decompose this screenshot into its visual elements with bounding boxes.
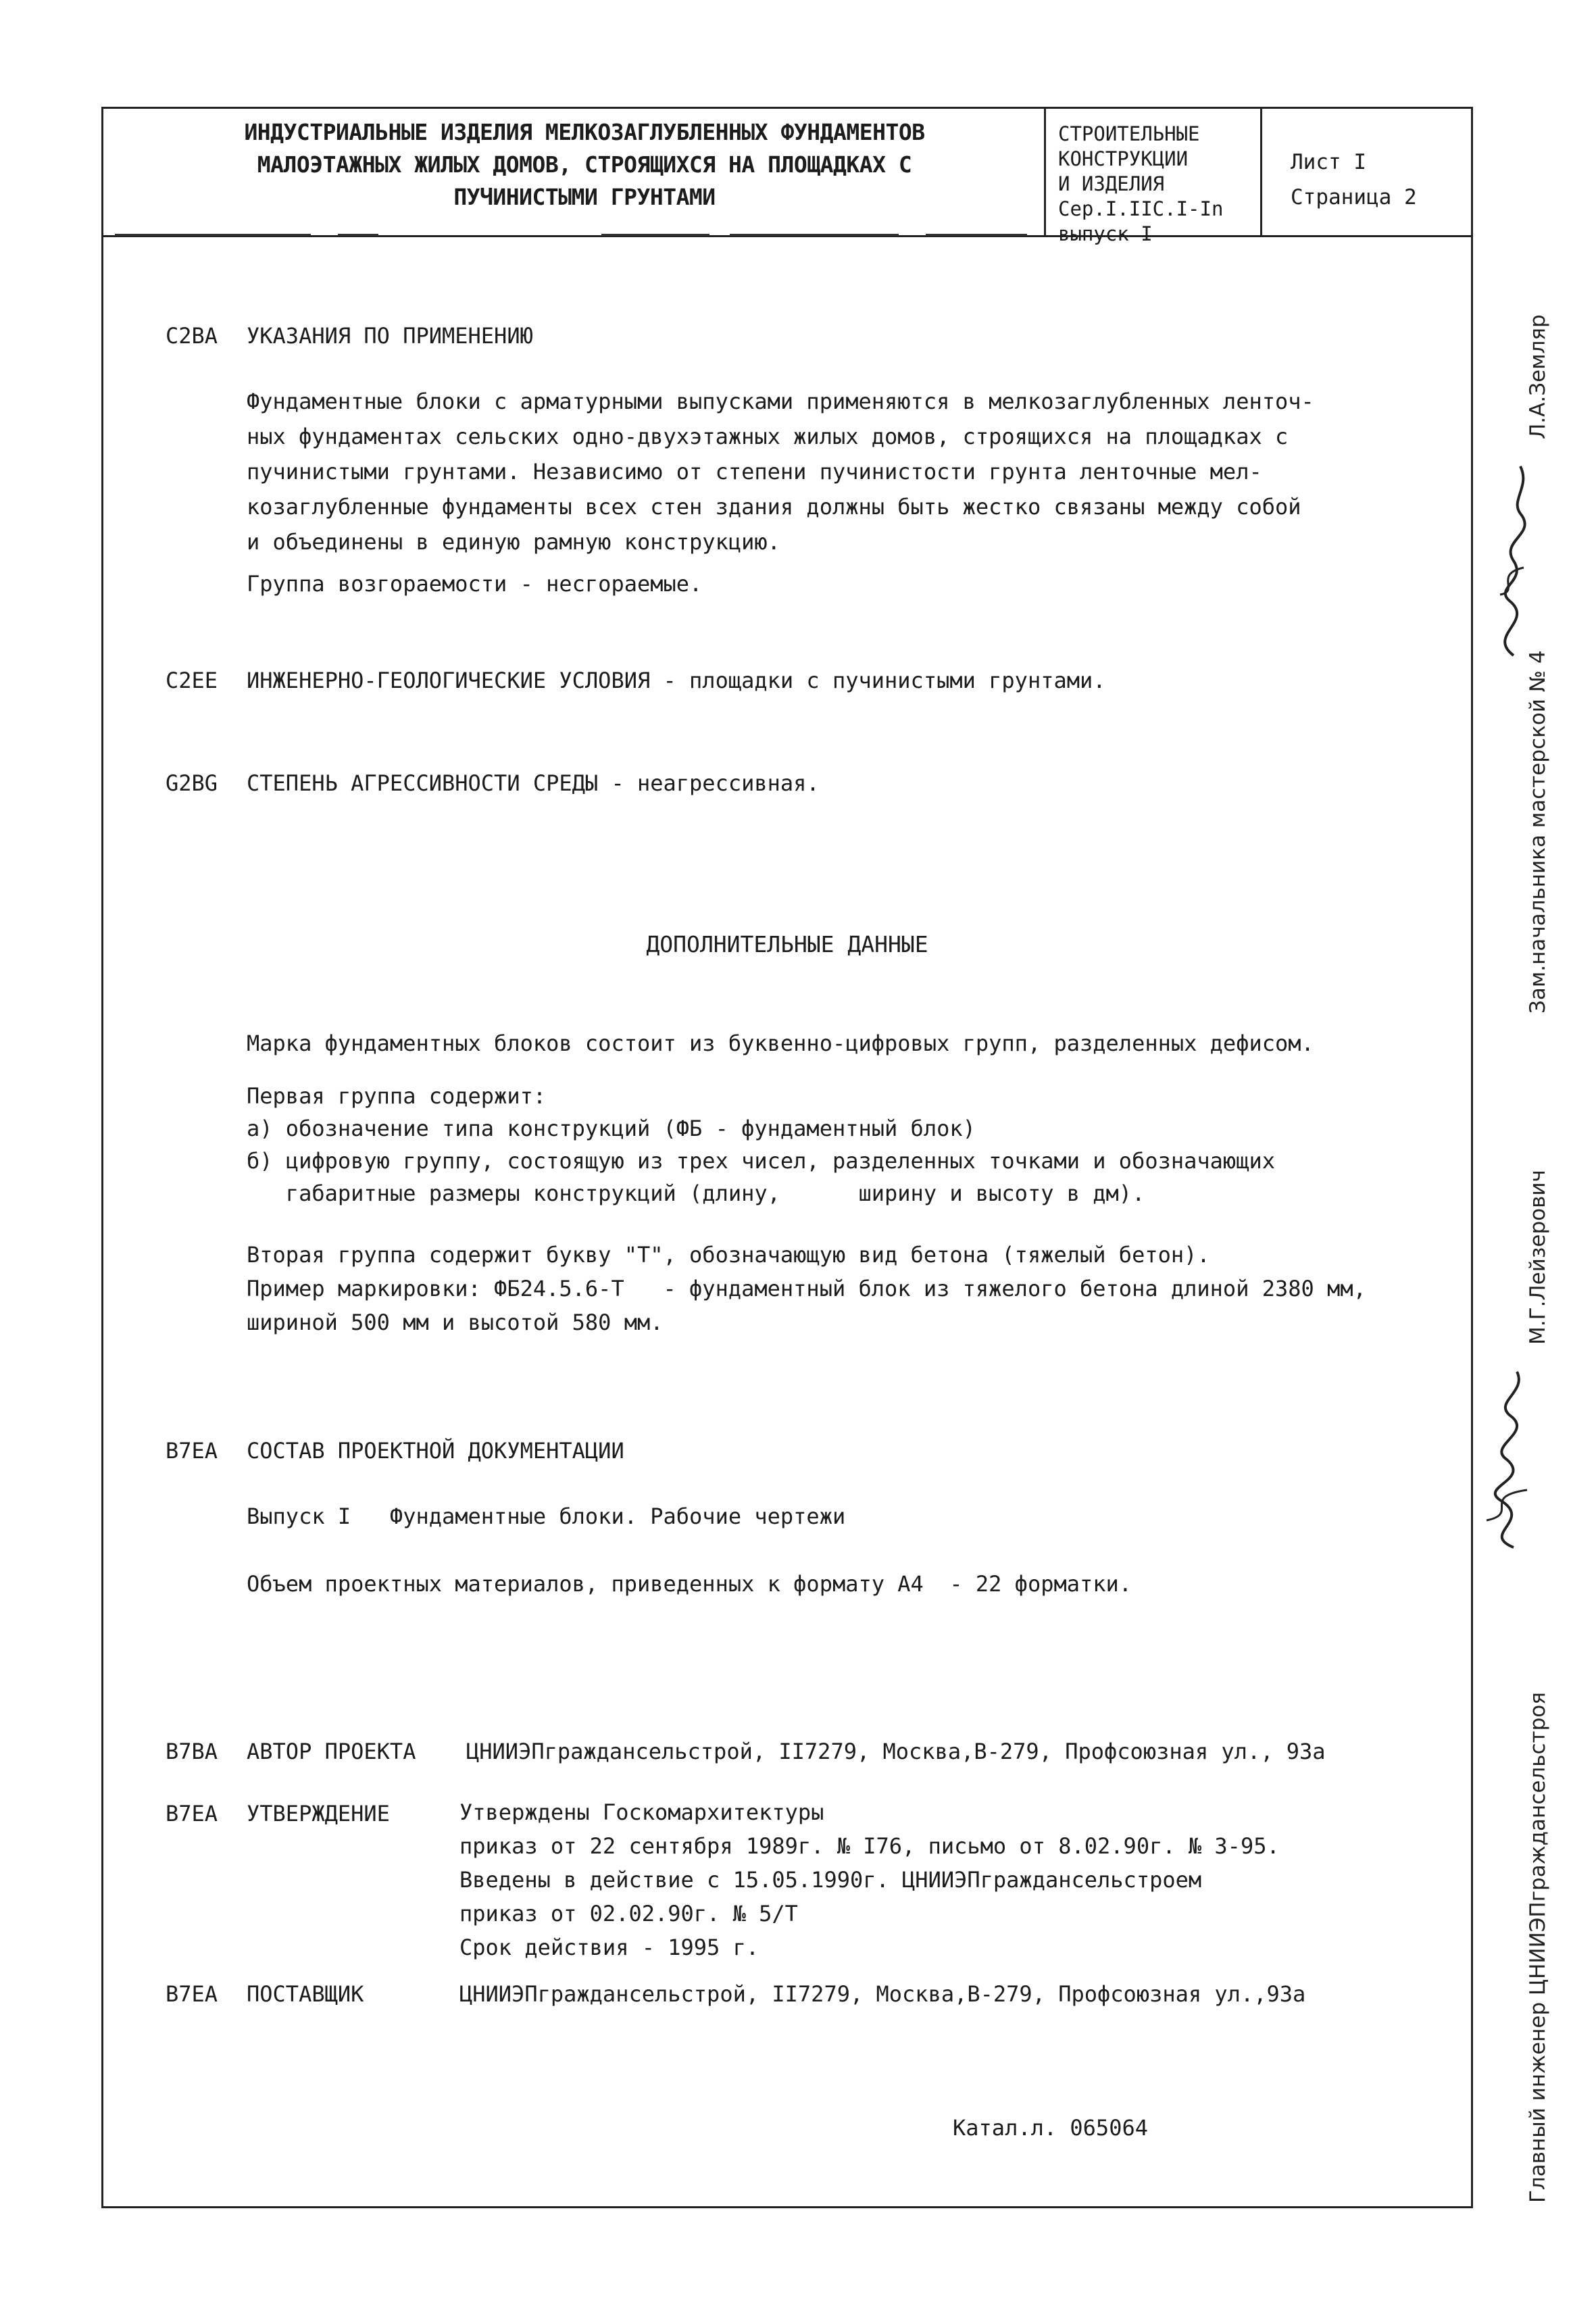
title-line: МАЛОЭТАЖНЫХ ЖИЛЫХ ДОМОВ, СТРОЯЩИХСЯ НА ПЛОЩАДКАХ С	[257, 151, 912, 178]
author-text: ЦНИИЭПграждансельстрой, II7279, Москва,В-279, Профсоюзная ул., 93а	[466, 1739, 1326, 1764]
text-line: Первая группа содержит:	[247, 1083, 547, 1109]
dash-line	[730, 234, 899, 236]
geology-text: - площадки с пучинистыми грунтами.	[650, 668, 1106, 693]
text-line: ных фундаментах сельских одно-двухэтажных жилых домов, строящихся на площадках с	[247, 424, 1289, 449]
series-number: Сер.I.IIС.I-In	[1058, 197, 1224, 220]
marking-text: Марка фундаментных блоков состоит из буквенно-цифровых групп, разделенных дефисом.	[247, 1030, 1314, 1056]
text-line: а) обозначение типа конструкций (ФБ - фундаментный блок)	[247, 1116, 976, 1141]
text-line: Пример маркировки: ФБ24.5.6-Т - фундаментный блок из тяжелого бетона длиной 2380 мм,	[247, 1276, 1366, 1301]
text-line: Введены в действие с 15.05.1990г. ЦНИИЭПграждансельстроем	[459, 1867, 1202, 1893]
section-code: B7EA	[166, 1438, 218, 1464]
deputy-name: Л.А.Земляр	[1526, 314, 1550, 439]
approval-heading: УТВЕРЖДЕНИЕ	[247, 1801, 390, 1826]
composition-issue: Выпуск I Фундаментные блоки. Рабочие чертежи	[247, 1503, 846, 1529]
title-line: ПУЧИНИСТЫМИ ГРУНТАМИ	[453, 184, 716, 210]
category-block	[1058, 122, 1261, 247]
supplier-heading: ПОСТАВЩИК	[247, 1981, 364, 2007]
signature-icon	[1473, 459, 1547, 662]
composition-heading: СОСТАВ ПРОЕКТНОЙ ДОКУМЕНТАЦИИ	[247, 1438, 624, 1464]
section-code: C2BA	[166, 323, 218, 349]
text-line: б) цифровую группу, состоящую из трех чисел, разделенных точками и обозначающих	[247, 1148, 1275, 1174]
deputy-note: Зам.начальника мастерской № 4	[1526, 650, 1550, 1014]
catalog-number: Катал.л. 065064	[953, 2115, 1148, 2141]
text-line: приказ от 02.02.90г. № 5/Т	[459, 1901, 798, 1926]
signature-icon	[1466, 1351, 1547, 1554]
aggression-line	[247, 770, 820, 796]
text-line: приказ от 22 сентября 1989г. № I76, письмо от 8.02.90г. № 3-95.	[459, 1833, 1280, 1859]
group1-text	[247, 1080, 1275, 1210]
category-line: И ИЗДЕЛИЯ	[1058, 172, 1165, 195]
fire-group-text: Группа возгораемости - несгораемые.	[247, 571, 703, 597]
text-line: козаглубленные фундаменты всех стен здания должны быть жестко связаны между собой	[247, 494, 1301, 520]
chief-note: Главный инженер ЦНИИЭПграждансельстроя	[1526, 1692, 1550, 2203]
section-code: B7EA	[166, 1801, 218, 1826]
sheet-info	[1291, 145, 1417, 215]
header-separator-1	[1044, 107, 1046, 235]
category-line: СТРОИТЕЛЬНЫЕ	[1058, 122, 1200, 145]
text-line: Вторая группа содержит букву "Т", обозначающую вид бетона (тяжелый бетон).	[247, 1242, 1210, 1268]
section-code: C2EE	[166, 668, 218, 693]
application-text	[247, 384, 1314, 559]
supplier-text: ЦНИИЭПграждансельстрой, II7279, Москва,В-279, Профсоюзная ул.,93а	[459, 1981, 1306, 2007]
section-code: B7EA	[166, 1981, 218, 2007]
issue-number: выпуск I	[1058, 222, 1153, 245]
additional-heading: ДОПОЛНИТЕЛЬНЫЕ ДАННЫЕ	[646, 931, 928, 957]
text-line: Утверждены Госкомархитектуры	[459, 1799, 824, 1825]
page-number: Страница 2	[1291, 185, 1417, 209]
chief-name: М.Г.Лейзерович	[1526, 1170, 1550, 1345]
author-heading: АВТОР ПРОЕКТА	[247, 1739, 416, 1764]
dash-line	[601, 234, 709, 236]
section-code: B7BA	[166, 1739, 218, 1764]
text-line: шириной 500 мм и высотой 580 мм.	[247, 1310, 664, 1335]
geology-line	[247, 668, 1106, 693]
geology-heading: ИНЖЕНЕРНО-ГЕОЛОГИЧЕСКИЕ УСЛОВИЯ	[247, 668, 651, 693]
dash-line	[115, 234, 311, 236]
text-line: Срок действия - 1995 г.	[459, 1935, 759, 1960]
title-line: ИНДУСТРИАЛЬНЫЕ ИЗДЕЛИЯ МЕЛКОЗАГЛУБЛЕННЫХ ФУНДАМЕНТОВ	[244, 119, 925, 145]
approval-text	[459, 1795, 1280, 1964]
document-title	[155, 116, 1014, 214]
text-line: пучинистыми грунтами. Независимо от степени пучинистости грунта ленточные мел-	[247, 459, 1262, 484]
text-line: габаритные размеры конструкций (длину, ширину и высоту в дм).	[247, 1180, 1145, 1206]
dash-line	[338, 234, 378, 236]
composition-volume: Объем проектных материалов, приведенных к формату А4 - 22 форматки.	[247, 1571, 1132, 1597]
text-line: и объединены в единую рамную конструкцию.	[247, 529, 780, 555]
aggression-text: - неагрессивная.	[598, 770, 820, 796]
aggression-heading: СТЕПЕНЬ АГРЕССИВНОСТИ СРЕДЫ	[247, 770, 599, 796]
application-heading: УКАЗАНИЯ ПО ПРИМЕНЕНИЮ	[247, 323, 533, 349]
section-code: G2BG	[166, 770, 218, 796]
group2-text	[247, 1238, 1366, 1339]
text-line: Фундаментные блоки с арматурными выпусками применяются в мелкозаглубленных ленточ-	[247, 389, 1314, 414]
category-line: КОНСТРУКЦИИ	[1058, 147, 1189, 170]
sheet-number: Лист I	[1291, 150, 1366, 174]
dash-line	[926, 234, 1027, 236]
